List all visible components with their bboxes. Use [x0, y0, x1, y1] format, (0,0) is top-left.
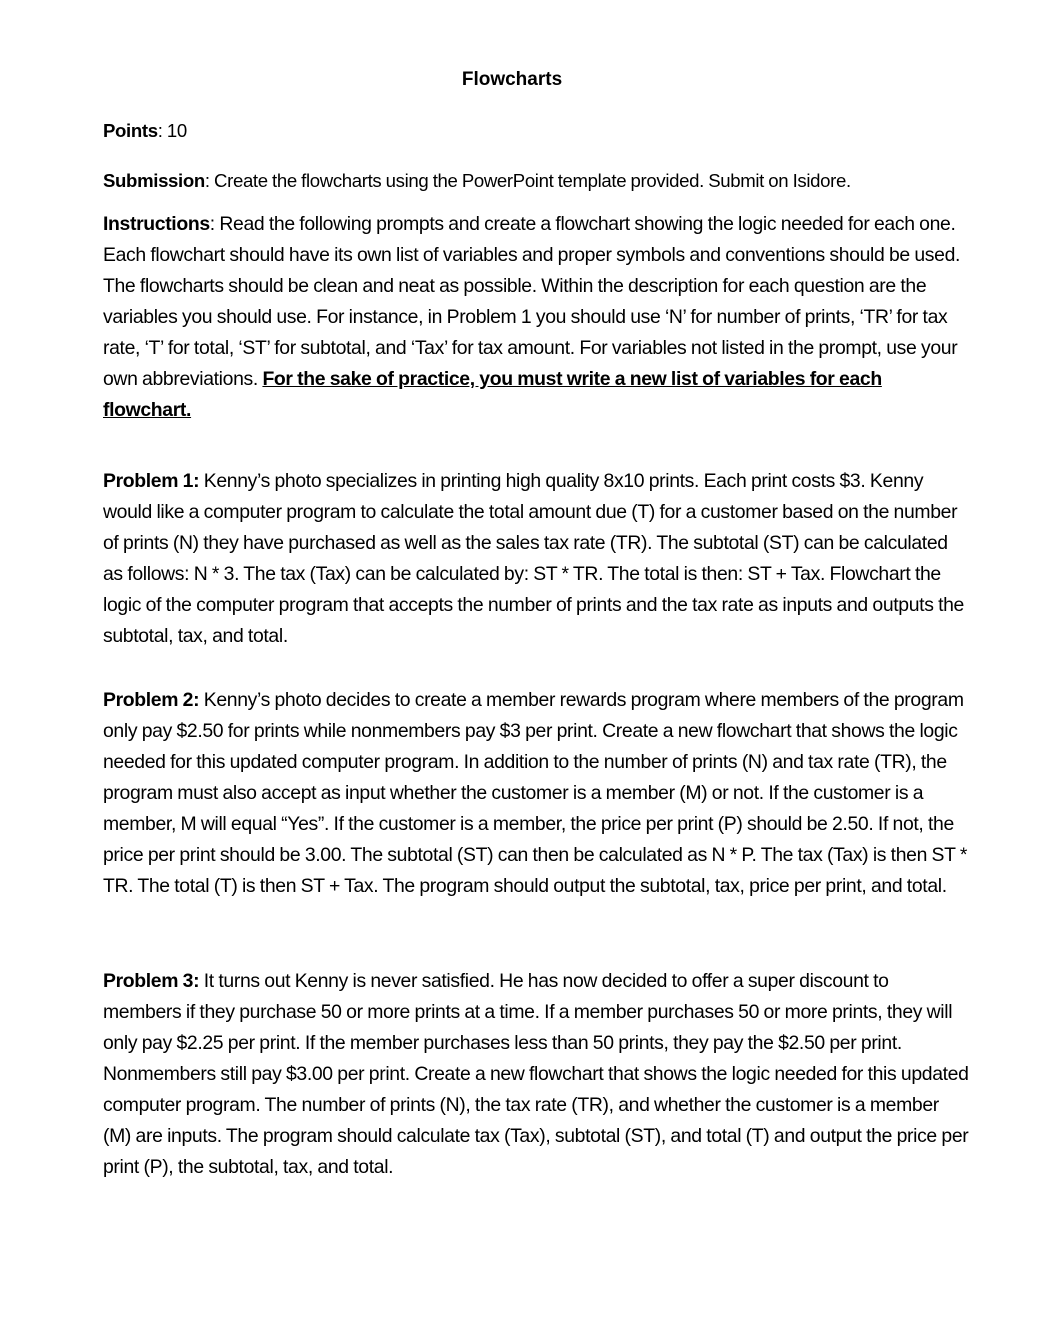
submission-separator: :	[204, 170, 215, 191]
instructions-emphasis: For the sake of practice, you must write a new list of variables for each flowchart.	[103, 368, 882, 421]
submission-label: Submission	[103, 170, 205, 191]
problem-2-label: Problem 2:	[103, 689, 200, 711]
points-line	[103, 115, 969, 146]
problem-2-paragraph	[103, 685, 969, 902]
instructions-text: Read the following prompts and create a flowchart showing the logic needed for each one. Each flowchart should have its own list of variables and proper symbols and conventions should be used. The flowcharts should be clean and neat as possible. Within the description for each question are the variables you should use. For instance, in Problem 1 you should use ‘N’ for number of prints, ‘TR’ for tax rate, ‘T’ for total, ‘ST’ for subtotal, and ‘Tax’ for tax amount. For variables not listed in the prompt, use your own abbreviations.	[103, 213, 961, 390]
points-label: Points	[103, 120, 158, 141]
submission-line	[103, 165, 969, 196]
problem-1-paragraph	[103, 466, 969, 652]
problem-3-text: It turns out Kenny is never satisfied. He has now decided to offer a super discount to members if they purchase 50 or more prints at a time. If a member purchases 50 or more prints, they will only pay $2.25 per print. If the member purchases less than 50 prints, they pay the $2.50 per print. Nonmembers still pay $3.00 per print. Create a new flowchart that shows the logic needed for this updated computer program. The number of prints (N), the tax rate (TR), and whether the customer is a member (M) are inputs. The program should calculate tax (Tax), subtotal (ST), and total (T) and output the price per print (P), the subtotal, tax, and total.	[103, 970, 969, 1178]
points-value: 10	[166, 120, 187, 141]
points-separator: :	[157, 120, 167, 141]
problem-2-text: Kenny’s photo decides to create a member rewards program where members of the program only pay $2.50 for prints while nonmembers pay $3 per print. Create a new flowchart that shows the logic needed for this updated computer program. In addition to the number of prints (N) and tax rate (TR), the program must also accept as input whether the customer is a member (M) or not. If the customer is a member, M will equal “Yes”. If the customer is a member, the price per print (P) should be 2.50. If not, the price per print should be 3.00. The subtotal (ST) can then be calculated as N * P. The tax (Tax) is then ST * TR. The total (T) is then ST + Tax. The program should output the subtotal, tax, price per print, and total.	[103, 689, 968, 897]
problem-1-label: Problem 1:	[103, 470, 200, 492]
problem-1-text: Kenny’s photo specializes in printing high quality 8x10 prints. Each print costs $3. Kenny would like a computer program to calculate the total amount due (T) for a customer based on the number of prints (N) they have purchased as well as the sales tax rate (TR). The subtotal (ST) can be calculated as follows: N * 3. The tax (Tax) can be calculated by: ST * TR. The total is then: ST + Tax. Flowchart the logic of the computer program that accepts the number of prints and the tax rate as inputs and outputs the subtotal, tax, and total.	[103, 470, 964, 647]
instructions-paragraph	[103, 209, 969, 426]
problem-3-label: Problem 3:	[103, 970, 200, 992]
instructions-separator: :	[209, 213, 220, 235]
instructions-label: Instructions	[103, 213, 210, 235]
document-title: Flowcharts	[461, 69, 563, 90]
submission-text: Create the flowcharts using the PowerPoint template provided. Submit on Isidore.	[214, 170, 851, 191]
problem-3-paragraph	[103, 966, 969, 1183]
